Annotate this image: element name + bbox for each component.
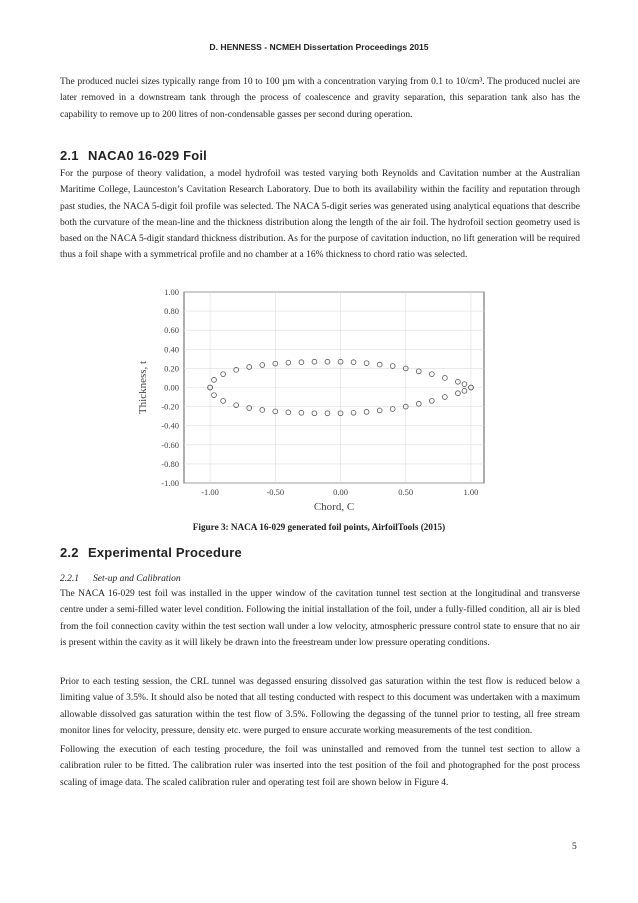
foil-point	[325, 359, 330, 364]
foil-point	[312, 359, 317, 364]
foil-chart	[130, 282, 490, 512]
section-heading-2-2	[60, 545, 242, 560]
foil-point	[456, 391, 461, 396]
y-tick-label: 0.00	[164, 382, 179, 393]
x-tick-labels	[201, 487, 478, 497]
foil-point	[260, 363, 265, 368]
foil-point	[364, 361, 369, 366]
y-axis-label: Thickness, t	[137, 360, 149, 415]
foil-point	[377, 362, 382, 367]
section-title: NACA0 16-029 Foil	[88, 148, 207, 163]
section-title: Experimental Procedure	[88, 545, 242, 560]
page-number: 5	[572, 842, 577, 852]
y-tick-label: 1.00	[164, 287, 179, 297]
x-axis-label: Chord, C	[313, 501, 355, 512]
section-number: 2.1	[60, 148, 79, 163]
foil-point	[221, 372, 226, 377]
foil-point	[377, 408, 382, 413]
y-tick-label: 0.20	[164, 363, 179, 374]
foil-point	[221, 398, 226, 403]
paragraph-2-2-1-c: Following the execution of each testing procedure, the foil was uninstalled and removed from the tunnel test section to allow a calibration ruler to be fitted. The calibration ruler was inserted into the test position of the foil and photographed for the post process scaling of image data. The scaled calibration ruler and operating test foil are shown below in Figure 4.	[60, 745, 580, 788]
foil-point	[429, 398, 434, 403]
subsection-number: 2.2.1	[60, 574, 79, 584]
foil-point	[390, 407, 395, 412]
foil-point	[299, 410, 304, 415]
y-tick-label: -0.20	[161, 401, 179, 412]
running-header: D. HENNESS - NCMEH Dissertation Proceedings 2015	[209, 42, 429, 52]
y-tick-label: -1.00	[161, 478, 179, 488]
foil-point	[325, 411, 330, 416]
foil-point	[212, 377, 217, 382]
subsection-heading-2-2-1	[60, 574, 181, 584]
foil-point	[462, 382, 467, 387]
section-number: 2.2	[60, 545, 79, 560]
paragraph-2-1: For the purpose of theory validation, a model hydrofoil was tested varying both Reynolds and Cavitation number at the Australian Maritime College, Launceston’s Cavitation Research Laboratory. Due to both its availability within the facility and reputation through past studies, the NACA 5-digit foil profile was selected. The NACA 5-digit series was generated using analytical equations that describe both the curvature of the mean-line and the thickness distribution along the length of the air foil. The hydrofoil section geometry used is based on the NACA 5-digit standard thickness distribution. As for the purpose of cavitation induction, no lift generation will be required thus a foil shape with a symmetrical profile and no chamber at a 16% thickness to chord ratio was selected.	[60, 169, 580, 261]
subsection-title: Set-up and Calibration	[93, 574, 181, 584]
y-tick-label: -0.40	[161, 420, 179, 431]
foil-point	[364, 409, 369, 414]
figure-caption: Figure 3: NACA 16-029 generated foil points, AirfoilTools (2015)	[192, 522, 446, 532]
foil-point	[416, 401, 421, 406]
foil-point	[416, 369, 421, 374]
y-tick-labels	[161, 287, 179, 488]
y-tick-label: -0.80	[161, 458, 179, 469]
foil-point	[286, 410, 291, 415]
section-heading-2-1	[60, 148, 207, 163]
x-tick-label: 1.00	[463, 487, 479, 497]
foil-point	[442, 376, 447, 381]
x-tick-label: -0.50	[266, 487, 285, 497]
paragraph-2-2-1-b: Prior to each testing session, the CRL tunnel was degassed ensuring dissolved gas saturation within the test flow is reduced below a limiting value of 3.5%. It should also be noted that all testing conducted with respect to this document was undertaken with a maximum allowable dissolved gas saturation within the test flow of 3.5%. Following the degassing of the tunnel prior to testing, all free stream monitor lines for velocity, pressure, density etc. were purged to ensure accurate working measurements of the test condition.	[60, 677, 580, 736]
foil-point	[429, 372, 434, 377]
foil-point	[260, 408, 265, 413]
foil-point	[286, 360, 291, 365]
y-tick-label: 0.80	[164, 306, 179, 317]
foil-point	[442, 395, 447, 400]
x-tick-label: 0.00	[333, 487, 348, 497]
y-tick-label: 0.60	[164, 325, 179, 336]
x-tick-label: 0.50	[398, 487, 414, 497]
grid	[184, 292, 484, 483]
foil-point	[299, 360, 304, 365]
foil-point	[312, 411, 317, 416]
foil-point	[462, 388, 467, 393]
y-tick-label: -0.60	[161, 439, 179, 450]
foil-point	[456, 379, 461, 384]
foil-point	[351, 360, 356, 365]
y-tick-label: 0.40	[164, 344, 179, 355]
paragraph-intro: The produced nuclei sizes typically range from 10 to 100 µm with a concentration varying from 0.1 to 10/cm³. The produced nuclei are later removed in a downstream tank through the process of coalescence and gravity separation, this separation tank also has the capability to remove up to 200 litres of non-condensable gasses per second during operation.	[60, 77, 580, 120]
foil-point	[351, 410, 356, 415]
foil-point	[390, 364, 395, 369]
x-tick-label: -1.00	[201, 487, 219, 497]
foil-point	[212, 393, 217, 398]
paragraph-2-2-1-a: The NACA 16-029 test foil was installed in the upper window of the cavitation tunnel test section at the longitudinal and transverse centre under a semi-filled water level condition. Following the initial installation of the foil, under a fully-filled condition, all air is bled from the foil connection cavity within the test section wall under a low velocity, atmospheric pressure control state to ensure that no air is present within the cavity as it will likely be drawn into the freestream under low pressure operating conditions.	[60, 589, 580, 648]
